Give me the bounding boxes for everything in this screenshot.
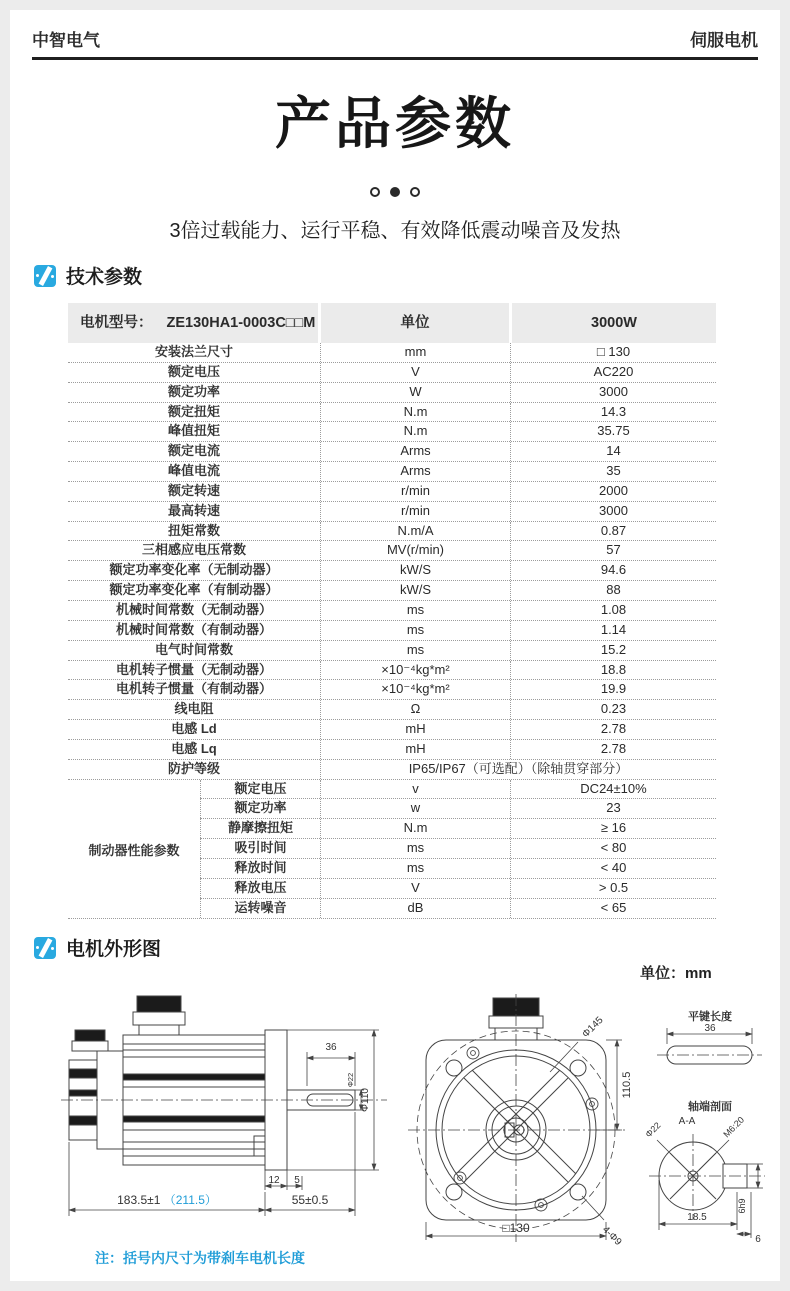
row-unit: Arms [320, 442, 510, 461]
table-row [68, 601, 716, 621]
row-merged-value: IP65/IP67（可选配）（除轴贯穿部分） [320, 760, 716, 779]
table-row [200, 879, 716, 899]
row-label: 额定功率 [167, 383, 220, 399]
row-value: < 65 [510, 899, 716, 919]
table-row [200, 839, 716, 859]
row-unit: ×10⁻⁴kg*m² [320, 661, 510, 680]
row-value: 35 [510, 462, 716, 481]
brand-name: 中智电气 [32, 31, 100, 50]
row-value: DC24±10% [510, 780, 716, 799]
row-unit: ms [320, 601, 510, 620]
table-row [68, 661, 716, 681]
row-unit: r/min [320, 502, 510, 521]
row-label: 安装法兰尺寸 [154, 344, 233, 359]
table-row [68, 621, 716, 641]
row-value: 14 [510, 442, 716, 461]
row-label: 最高转速 [167, 502, 220, 518]
table-row [68, 462, 716, 482]
row-value: 18.8 [510, 661, 716, 680]
table-row [68, 363, 716, 383]
model-value: ZE130HA1-0003C□□M [166, 315, 316, 331]
dim-shaft-length: 55±0.5 [291, 1193, 329, 1207]
row-value: 2.78 [510, 740, 716, 759]
row-value: > 0.5 [510, 879, 716, 898]
table-row [68, 740, 716, 760]
row-value: 94.6 [510, 561, 716, 580]
table-row [200, 799, 716, 819]
row-value: 35.75 [510, 422, 716, 441]
brake-section [68, 780, 716, 920]
dim-4-holes: 4-Φ9 [599, 1224, 624, 1248]
row-label: 电机转子惯量（无制动器） [115, 661, 272, 677]
row-label: 运转噪音 [200, 899, 320, 919]
table-row [68, 403, 716, 423]
section-flag-icon [34, 937, 56, 959]
row-value: 15.2 [510, 641, 716, 660]
row-value: 0.87 [510, 522, 716, 541]
section-header-tech [34, 262, 142, 289]
table-row [68, 581, 716, 601]
row-unit: kW/S [320, 561, 510, 580]
table-row [68, 522, 716, 542]
dim-dia145: Φ145 [580, 1014, 606, 1041]
dot-indicator [410, 187, 420, 197]
row-unit: ×10⁻⁴kg*m² [320, 680, 510, 699]
dim-square130: □130 [502, 1221, 530, 1235]
section-flag-icon [34, 265, 56, 287]
row-unit: V [320, 363, 510, 382]
row-unit: v [320, 780, 510, 799]
page-card [10, 10, 780, 1281]
row-value: 2.78 [510, 720, 716, 739]
brake-group-label: 制动器性能参数 [88, 842, 180, 858]
row-unit: mm [320, 343, 510, 362]
table-row [68, 561, 716, 581]
row-label: 额定功率 [200, 799, 320, 818]
row-label: 电机转子惯量（有制动器） [115, 681, 272, 697]
header-cell-power: 3000W [512, 303, 716, 343]
row-unit: ms [320, 641, 510, 660]
table-row [200, 819, 716, 839]
row-label: 机械时间常数（有制动器） [115, 621, 272, 637]
table-row [68, 442, 716, 462]
row-value: 57 [510, 541, 716, 560]
table-row [68, 760, 716, 780]
row-label: 额定功率变化率（有制动器） [109, 582, 279, 598]
table-row [68, 383, 716, 403]
row-unit: V [320, 879, 510, 898]
row-label: 静摩擦扭矩 [200, 819, 320, 838]
dot-indicator-active [390, 187, 400, 197]
table-row [68, 541, 716, 561]
key-length-title: 平键长度 [688, 1011, 732, 1023]
row-label: 额定功率变化率（无制动器） [109, 562, 279, 578]
row-label: 扭矩常数 [167, 522, 220, 538]
row-value: < 80 [510, 839, 716, 858]
row-label: 额定电流 [167, 443, 220, 459]
spec-table [68, 303, 716, 919]
spec-table-header [68, 303, 716, 343]
category-label: 伺服电机 [690, 31, 758, 50]
row-label: 释放时间 [200, 859, 320, 878]
table-row [68, 641, 716, 661]
row-value: 14.3 [510, 403, 716, 422]
section-title: 电机外形图 [66, 939, 162, 960]
row-label: 防护等级 [167, 760, 220, 776]
unit-note: 单位：mm [640, 965, 712, 982]
row-label: 额定电压 [167, 363, 220, 379]
dim-key-length: 36 [325, 1042, 337, 1053]
page-subtitle: 3倍过载能力、运行平稳、有效降低震动噪音及发热 [169, 220, 621, 242]
row-unit: N.m [320, 422, 510, 441]
row-label: 三相感应电压常数 [141, 542, 246, 558]
row-value: 19.9 [510, 680, 716, 699]
dot-indicator [370, 187, 380, 197]
row-value: 1.14 [510, 621, 716, 640]
row-unit: N.m/A [320, 522, 510, 541]
table-row [68, 680, 716, 700]
model-label: 电机型号： [80, 315, 153, 331]
shaft-detail-drawing [615, 1004, 780, 1254]
row-label: 吸引时间 [200, 839, 320, 858]
row-label: 额定转速 [167, 482, 220, 498]
row-label: 额定电压 [200, 780, 320, 799]
row-value: 1.08 [510, 601, 716, 620]
spec-table-body [68, 343, 716, 780]
row-label: 电气时间常数 [154, 641, 233, 657]
row-unit: r/min [320, 482, 510, 501]
dim-thread: M6:20 [721, 1114, 747, 1140]
row-value: ≥ 16 [510, 819, 716, 838]
section-view-title: 轴端剖面 [688, 1101, 732, 1113]
dim-key-36: 36 [704, 1023, 716, 1034]
row-unit: N.m [320, 819, 510, 838]
dim-body-length-brake: （211.5） [163, 1193, 217, 1207]
row-value: 2000 [510, 482, 716, 501]
row-unit: ms [320, 859, 510, 878]
row-label: 线电阻 [174, 701, 214, 717]
table-row [68, 502, 716, 522]
row-value: □ 130 [510, 343, 716, 362]
row-unit: w [320, 799, 510, 818]
row-value: < 40 [510, 859, 716, 878]
brake-length-footnote: 注：括号内尺寸为带刹车电机长度 [95, 1250, 305, 1266]
row-unit: MV(r/min) [320, 541, 510, 560]
row-unit: ms [320, 839, 510, 858]
motor-front-view-drawing [398, 990, 638, 1255]
row-unit: Arms [320, 462, 510, 481]
row-value: 88 [510, 581, 716, 600]
table-row [200, 899, 716, 919]
row-value: 3000 [510, 383, 716, 402]
row-label: 释放电压 [200, 879, 320, 898]
dim-dia22: Φ22 [346, 1072, 355, 1088]
row-unit: Ω [320, 700, 510, 719]
dim-110-5: 110.5 [621, 1071, 633, 1099]
header-divider [32, 57, 758, 60]
motor-side-view-drawing [55, 990, 395, 1255]
header-cell-model [68, 303, 318, 343]
section-header-outline [34, 934, 161, 961]
table-row [68, 720, 716, 740]
table-row [68, 700, 716, 720]
carousel-dots [10, 183, 780, 201]
row-label: 电感 Ld [171, 721, 217, 737]
dim-key-height: 6h9 [737, 1198, 747, 1214]
row-value: AC220 [510, 363, 716, 382]
header-cell-unit: 单位 [321, 303, 509, 343]
row-unit: W [320, 383, 510, 402]
row-unit: N.m [320, 403, 510, 422]
row-unit: mH [320, 740, 510, 759]
row-label: 峰值扭矩 [167, 423, 220, 439]
section-title: 技术参数 [66, 267, 143, 288]
dim-18-5: 18.5 [687, 1212, 707, 1223]
dim-dia22-section: Φ22 [643, 1120, 663, 1140]
section-view-sub: A-A [678, 1116, 696, 1127]
dim-12: 12 [268, 1175, 280, 1186]
table-row [200, 859, 716, 879]
table-row [200, 780, 716, 800]
dim-body-length: 183.5±1 （211.5） [117, 1193, 217, 1207]
row-value: 23 [510, 799, 716, 818]
table-row [68, 422, 716, 442]
dim-dia110: Φ110 [360, 1088, 371, 1112]
row-label: 电感 Lq [171, 740, 217, 756]
row-unit: kW/S [320, 581, 510, 600]
row-label: 峰值电流 [167, 463, 220, 479]
row-unit: mH [320, 720, 510, 739]
table-row [68, 482, 716, 502]
row-unit: dB [320, 899, 510, 919]
row-value: 3000 [510, 502, 716, 521]
dim-5: 5 [294, 1175, 300, 1186]
row-label: 机械时间常数（无制动器） [115, 601, 272, 617]
dim-6: 6 [755, 1234, 761, 1245]
row-unit: ms [320, 621, 510, 640]
page-title: 产品参数 [275, 92, 515, 155]
table-row [68, 343, 716, 363]
row-value: 0.23 [510, 700, 716, 719]
row-label: 额定扭矩 [167, 403, 220, 419]
brake-rows [200, 780, 716, 919]
